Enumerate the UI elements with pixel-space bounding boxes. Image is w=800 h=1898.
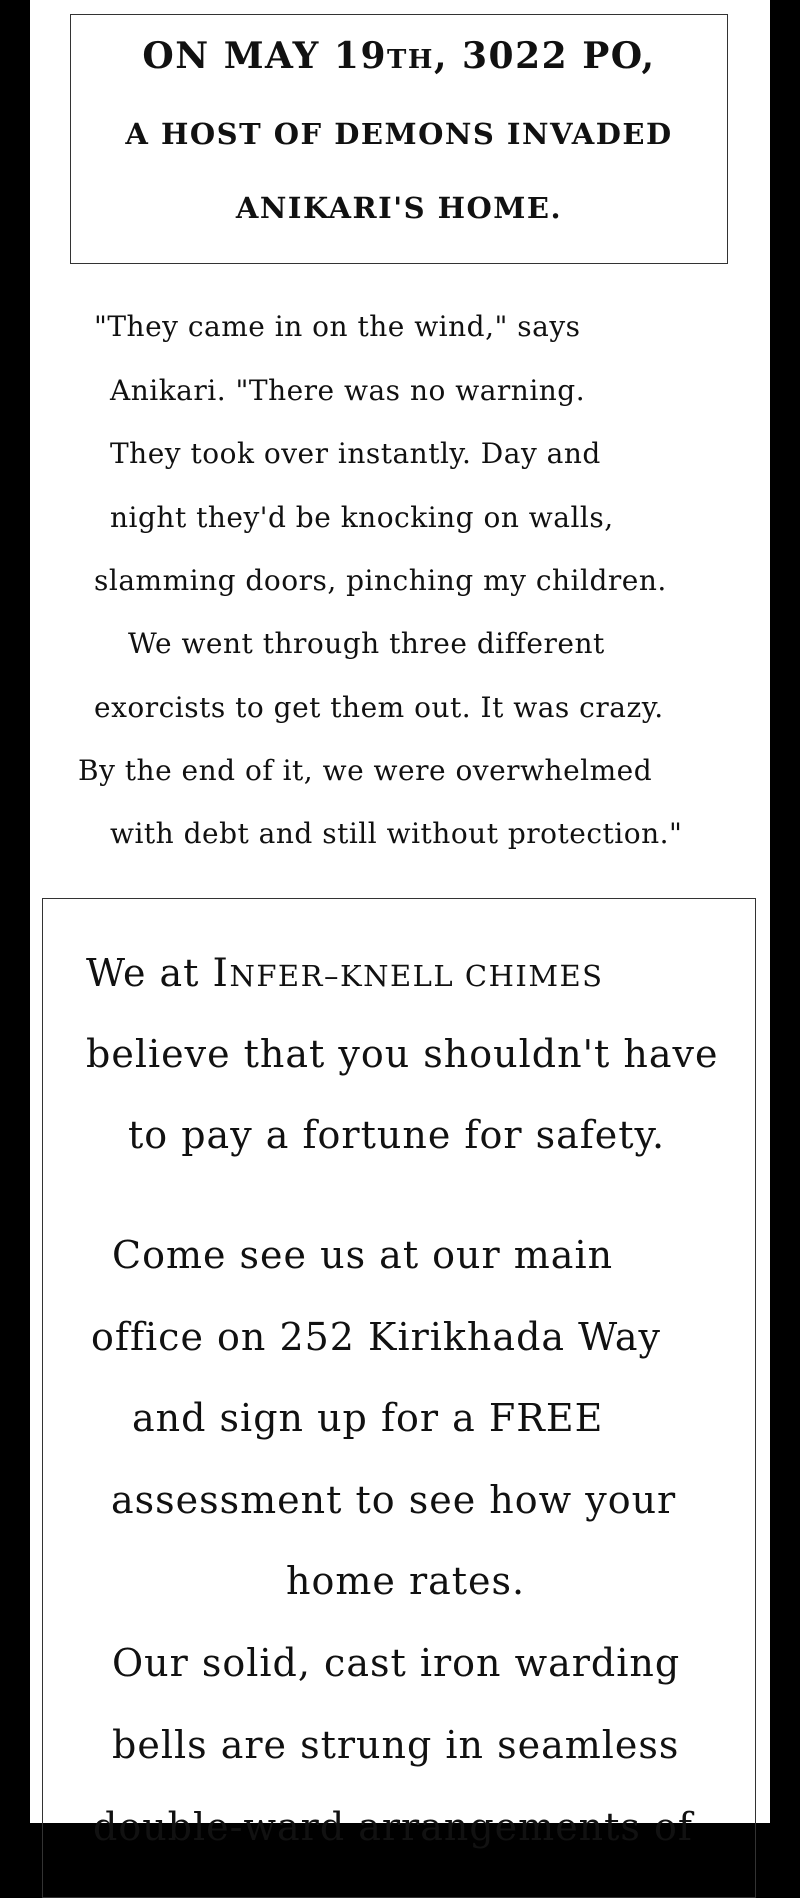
ad-line: office on 252 Kirikhada Way	[91, 1315, 662, 1359]
headline-box	[70, 14, 728, 264]
quote-line: We went through three different	[128, 627, 605, 660]
headline-date-year: , 3022 PO,	[433, 35, 656, 77]
quote-line: They took over instantly. Day and	[110, 437, 601, 470]
ad-line: double-ward arrangements of	[93, 1805, 693, 1849]
newspaper-page	[30, 0, 770, 1849]
headline-line-3: ANIKARI'S HOME.	[235, 191, 563, 225]
headline-date-text: ON MAY 19	[142, 35, 388, 77]
ad-line: Come see us at our main	[112, 1233, 614, 1277]
ad-line: Our solid, cast iron warding	[112, 1641, 681, 1685]
quote-line: slamming doors, pinching my children.	[94, 564, 667, 597]
quote-line: "They came in on the wind," says	[94, 310, 581, 343]
headline-date-suffix: TH	[387, 45, 434, 75]
ad-line-company	[86, 951, 604, 996]
ad-intro-text: We at	[86, 951, 213, 995]
quote-line: Anikari. "There was no warning.	[110, 374, 586, 407]
ad-line: bells are strung in seamless	[112, 1723, 680, 1767]
advertisement-box	[42, 898, 756, 1898]
headline-line-2: A HOST OF DEMONS INVADED	[125, 117, 673, 151]
ad-line: and sign up for a FREE	[132, 1396, 604, 1440]
quote-line: By the end of it, we were overwhelmed	[78, 754, 653, 787]
ad-line: home rates.	[286, 1559, 526, 1603]
ad-line: believe that you shouldn't have	[86, 1032, 719, 1076]
quote-line: night they'd be knocking on walls,	[110, 501, 614, 534]
quote-line: with debt and still without protection."	[110, 817, 683, 850]
ad-line: assessment to see how your	[111, 1478, 677, 1522]
ad-line: to pay a fortune for safety.	[128, 1113, 666, 1157]
company-name: NFER–KNELL CHIMES	[229, 959, 604, 993]
company-name-initial: I	[212, 951, 230, 996]
quote-line: exorcists to get them out. It was crazy.	[94, 691, 664, 724]
headline-line-1	[71, 35, 727, 77]
